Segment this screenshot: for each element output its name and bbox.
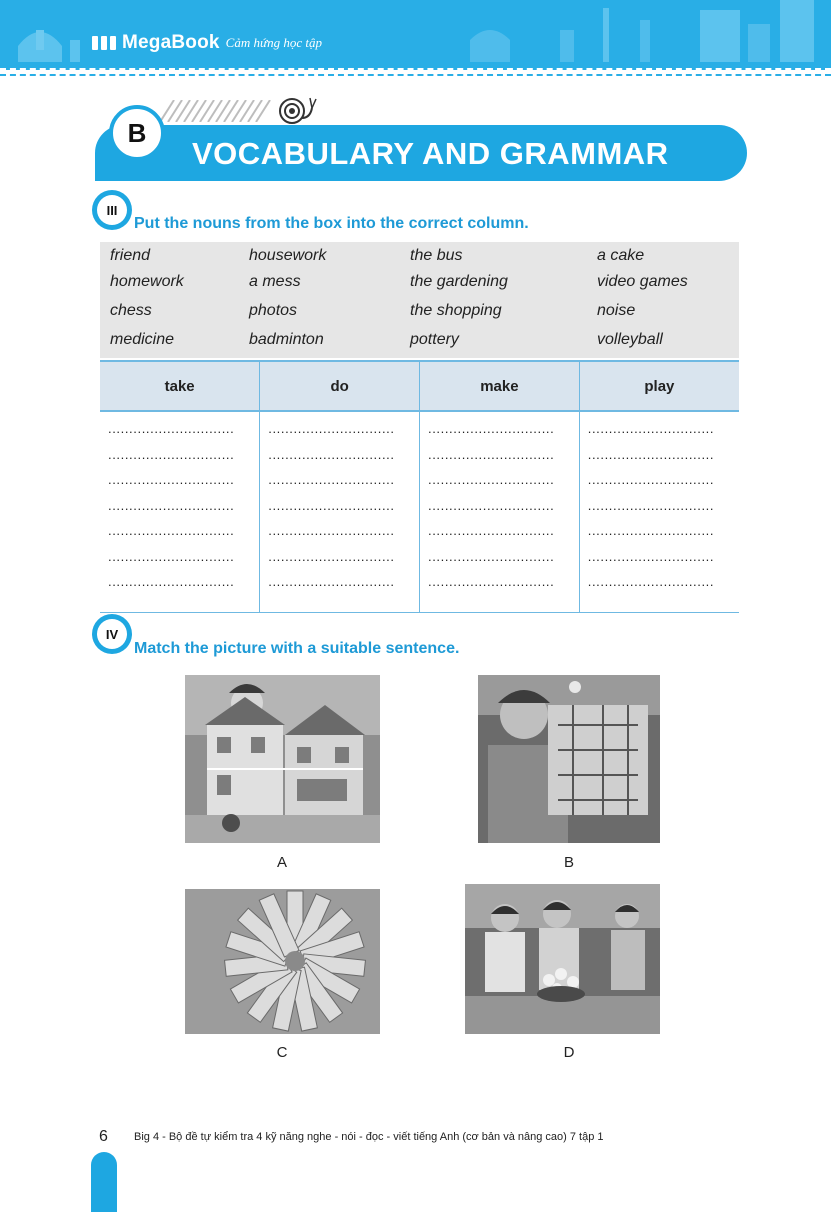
answer-column-play[interactable] bbox=[579, 411, 739, 613]
banner-stripes-icon bbox=[160, 100, 280, 122]
answer-line[interactable]: .............................. bbox=[587, 497, 715, 513]
exercise-3-marker bbox=[92, 190, 132, 230]
word: housework bbox=[249, 247, 327, 264]
answer-line[interactable]: .............................. bbox=[587, 446, 715, 462]
answer-line[interactable]: .............................. bbox=[108, 446, 235, 462]
answer-line[interactable]: .............................. bbox=[428, 472, 555, 487]
dollhouse-photo-icon[interactable] bbox=[185, 675, 380, 843]
exercise-4-marker bbox=[92, 614, 132, 654]
answer-line[interactable]: .............................. bbox=[428, 574, 555, 589]
column-header-play: play bbox=[579, 361, 739, 411]
picture-label-c: C bbox=[276, 1044, 288, 1061]
answer-line[interactable]: .............................. bbox=[587, 421, 715, 436]
word: medicine bbox=[110, 331, 175, 348]
word: the bus bbox=[410, 247, 463, 264]
answer-line[interactable]: .............................. bbox=[587, 574, 715, 589]
answer-line[interactable]: .............................. bbox=[428, 523, 555, 538]
word: chess bbox=[110, 302, 152, 319]
answer-line[interactable]: .............................. bbox=[108, 523, 235, 538]
word: photos bbox=[249, 302, 298, 319]
answer-column-make[interactable] bbox=[420, 411, 580, 613]
page-number: 6 bbox=[99, 1128, 108, 1145]
answer-line[interactable]: .............................. bbox=[587, 548, 715, 564]
answer-line[interactable]: .............................. bbox=[108, 472, 235, 487]
answer-line[interactable]: .............................. bbox=[268, 574, 395, 589]
section-title: VOCABULARY AND GRAMMAR bbox=[192, 136, 669, 171]
footer-book-title: Big 4 - Bộ đề tự kiểm tra 4 kỹ năng nghe - nói - đọc - viết tiếng Anh (cơ bản và nâng cao) 7 tập 1 bbox=[134, 1131, 604, 1143]
answer-line[interactable]: .............................. bbox=[268, 446, 395, 462]
answer-line[interactable]: .............................. bbox=[268, 523, 395, 538]
answer-line[interactable]: .............................. bbox=[108, 548, 235, 564]
answer-line[interactable]: .............................. bbox=[428, 497, 555, 513]
answer-line[interactable]: .............................. bbox=[108, 497, 235, 513]
exercise-3-number: III bbox=[97, 195, 127, 225]
word: the shopping bbox=[410, 302, 502, 319]
brand bbox=[92, 32, 322, 54]
answer-column-do[interactable] bbox=[260, 411, 420, 613]
answer-line[interactable]: .............................. bbox=[587, 472, 715, 487]
answer-line[interactable]: .............................. bbox=[108, 421, 235, 436]
answer-line[interactable]: .............................. bbox=[268, 421, 395, 436]
answer-columns-table bbox=[100, 360, 739, 613]
brand-name: MegaBook bbox=[122, 32, 220, 53]
answer-line[interactable]: .............................. bbox=[428, 446, 555, 462]
section-letter-badge: B bbox=[109, 105, 165, 161]
header-underline bbox=[0, 74, 831, 76]
answer-line[interactable]: .............................. bbox=[428, 421, 555, 436]
banknotes-fan-photo-icon[interactable] bbox=[185, 889, 380, 1034]
word: volleyball bbox=[597, 331, 663, 348]
answer-line[interactable]: .............................. bbox=[268, 548, 395, 564]
word: video games bbox=[597, 273, 688, 290]
word: badminton bbox=[249, 331, 324, 348]
exercise-4-number: IV bbox=[97, 619, 127, 649]
column-header-do: do bbox=[260, 361, 420, 411]
megabook-logo-icon bbox=[92, 34, 118, 52]
footer-tab bbox=[91, 1152, 117, 1212]
picture-label-b: B bbox=[563, 854, 574, 871]
answer-line[interactable]: .............................. bbox=[268, 472, 395, 487]
word: pottery bbox=[410, 331, 459, 348]
word: homework bbox=[110, 273, 184, 290]
header-dashed-line bbox=[0, 68, 831, 70]
word-box bbox=[100, 242, 739, 358]
column-header-make: make bbox=[420, 361, 580, 411]
brand-tagline: Cảm hứng học tập bbox=[225, 35, 322, 50]
word: friend bbox=[110, 247, 151, 264]
answer-line[interactable]: .............................. bbox=[268, 497, 395, 513]
snail-icon bbox=[272, 94, 318, 126]
picture-label-d: D bbox=[563, 1044, 575, 1061]
answer-line[interactable]: .............................. bbox=[108, 574, 235, 589]
answer-column-take[interactable] bbox=[100, 411, 260, 613]
word: a mess bbox=[249, 273, 301, 290]
column-header-take: take bbox=[100, 361, 260, 411]
answer-line[interactable]: .............................. bbox=[428, 548, 555, 564]
model-house-photo-icon[interactable] bbox=[478, 675, 660, 843]
answer-line[interactable]: .............................. bbox=[587, 523, 715, 538]
word: noise bbox=[597, 302, 636, 319]
word: the gardening bbox=[410, 273, 508, 290]
exercise-4-instruction: Match the picture with a suitable sentence. bbox=[134, 640, 460, 657]
word: a cake bbox=[597, 247, 645, 264]
picture-label-a: A bbox=[276, 854, 287, 871]
exercise-3-instruction: Put the nouns from the box into the correct column. bbox=[134, 215, 529, 232]
flower-arranging-photo-icon[interactable] bbox=[465, 884, 660, 1034]
